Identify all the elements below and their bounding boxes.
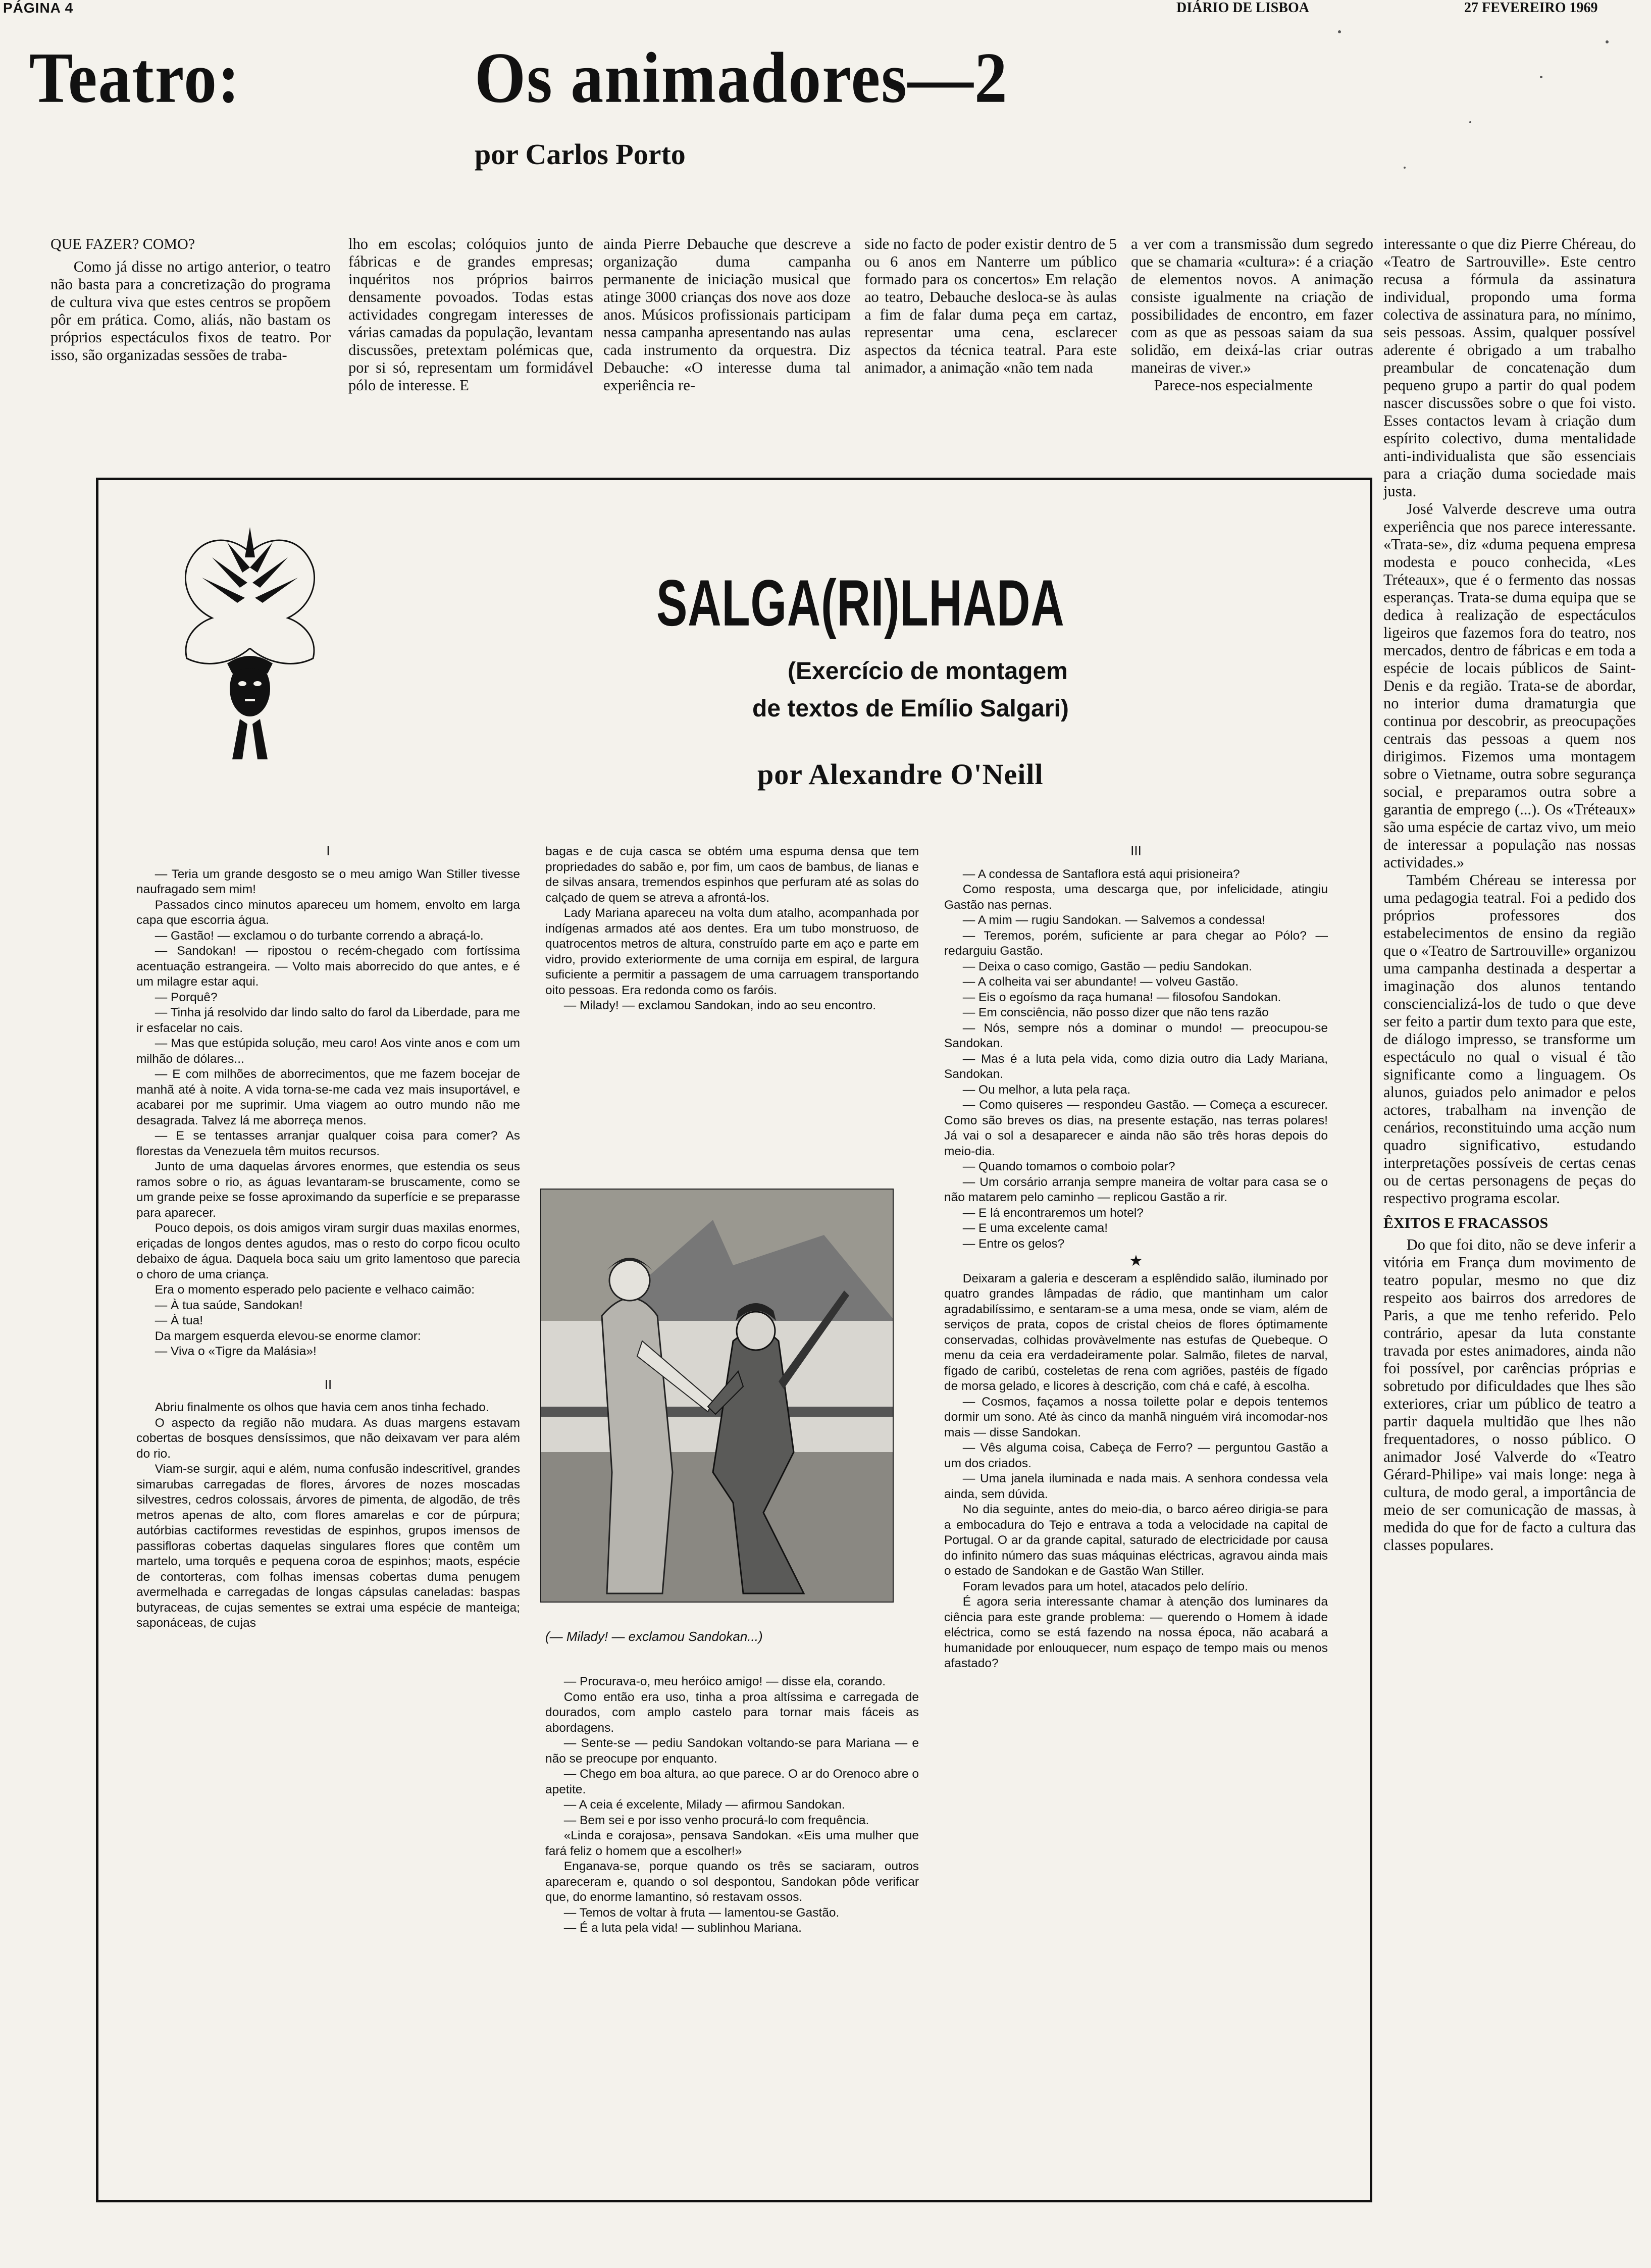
section-body: [136, 867, 520, 1360]
insert-paragraph: bagas e de cuja casca se obtém uma espuma densa que tem propriedades do sabão e, por fim, um caos de bambus, de lianas e de silvas ansara, tremendos espinhos que perfuram até as solas do calçado de quem se atreva a afrontá-los.: [545, 845, 919, 905]
section-body: [545, 844, 919, 1014]
insert-paragraph: — Sandokan! — ripostou o recém-chegado com fortíssima acentuação estrangeira. — Volto mais aborrecido do que antes, e é um milagre estar aqui.: [136, 944, 520, 989]
article-paragraph: lho em escolas; colóquios junto de fábricas e de grandes empresas; inquéritos nos próprios bairros densamente povoados. Todas estas actividades congregam interesses de várias camadas da população, levantam discussões, pretextam polémicas que, por si só, representam um formidável pólo de interesse. E: [348, 235, 593, 394]
insert-paragraph: — Uma janela iluminada e nada mais. A senhora condessa vela ainda, sem dúvida.: [944, 1472, 1328, 1501]
insert-subtitle-line-1: (Exercício de montagem: [788, 658, 1068, 685]
insert-paragraph: — À tua saúde, Sandokan!: [154, 1298, 303, 1312]
winged-figure-illustration: [151, 522, 348, 769]
article-column-4: [864, 235, 1117, 377]
insert-paragraph: — Tinha já resolvido dar lindo salto do farol da Liberdade, para me ir esfacelar no cais.: [136, 1006, 520, 1035]
insert-paragraph: — Nós, sempre nós a dominar o mundo! — preocupou-se Sandokan.: [944, 1021, 1328, 1050]
insert-paragraph: — E se tentasses arranjar qualquer coisa para comer? As florestas da Venezuela têm muitos recursos.: [136, 1129, 520, 1158]
print-speck: [1606, 40, 1609, 43]
insert-paragraph: — A colheita vai ser abundante! — volveu Gastão.: [962, 975, 1239, 989]
page-label: PÁGINA 4: [3, 0, 74, 16]
insert-paragraph: — Mas que estúpida solução, meu caro! Aos vinte anos e com um milhão de dólares...: [136, 1037, 520, 1066]
article-paragraph: Como já disse no artigo anterior, o teatro não basta para a concretização do programa de cultura viva que estes centros se propõem pôr em prática. Como, aliás, não bastam os próprios espectáculos fixos de teatro. Por isso, são organizadas sessões de traba-: [50, 258, 331, 364]
insert-paragraph: — E lá encontraremos um hotel?: [962, 1206, 1144, 1220]
insert-paragraph: — Ou melhor, a luta pela raça.: [962, 1083, 1131, 1097]
insert-paragraph: — Quando tomamos o comboio polar?: [962, 1160, 1175, 1173]
insert-paragraph: Enganava-se, porque quando os três se saciaram, outros apareceram e, quando o sol despontou, Sandokan pôde verificar que, do enorme lamantino, só restavam ossos.: [545, 1860, 919, 1904]
print-speck: [1338, 30, 1341, 33]
insert-paragraph: — A condessa de Santaflora está aqui prisioneira?: [962, 867, 1240, 881]
article-paragraph: Parece-nos especialmente: [1154, 377, 1313, 394]
section-body: [136, 1400, 520, 1631]
illustration-caption: (— Milady! — exclamou Sandokan...): [545, 1629, 763, 1644]
article-paragraph: interessante o que diz Pierre Chéreau, do «Teatro de Sartrouville». Este centro recusa a fórmula da assinatura individual, propondo uma forma colectiva de assinatura para, no mínimo, seis pessoas. Assim, qualquer possível aderente é obrigado a um trabalho preambular de concatenação dum pequeno grupo a partir do qual podem nascer discussões sobre o que foi visto. Esses contactos levam à criação dum espírito colectivo, duma mentalidade anti-individualista que são essenciais para a criação duma sociedade mais justa.: [1383, 235, 1636, 500]
insert-paragraph: Pouco depois, os dois amigos viram surgir duas maxilas enormes, eriçadas de longos dentes agudos, mas o resto do corpo ficou oculto debaixo de água. Daquela boca saiu um grito lamentoso que parecia o choro de uma criança.: [136, 1221, 520, 1281]
insert-paragraph: Deixaram a galeria e desceram a esplêndido salão, iluminado por quatro grandes lâmpadas de rádio, que mantinham um calor agradabilíssimo, e sentaram-se a uma mesa, onde se viam, além de serviços de prata, copos de cristal cheios de flores óptimamente conservadas, colhidas provàvelmente nas estufas de Quebeque. O menu da ceia era verdadeiramente polar. Salmão, filetes de narval, fígado de caribú, costeletas de rena com agriões, pastéis de fígado de morsa gelado, e licores à descrição, com chá e café, à escolha.: [944, 1271, 1328, 1393]
article-byline: por Carlos Porto: [475, 138, 686, 171]
insert-paragraph: — Em consciência, não posso dizer que não tens razão: [962, 1006, 1269, 1019]
article-column-5: [1131, 235, 1373, 394]
insert-paragraph: — Gastão! — exclamou o do turbante correndo a abraçá-lo.: [154, 929, 484, 943]
print-speck: [1404, 167, 1406, 169]
insert-subtitle-line-2: de textos de Emílio Salgari): [752, 695, 1069, 722]
issue-date: 27 FEVEREIRO 1969: [1464, 0, 1598, 16]
insert-paragraph: — Um corsário arranja sempre maneira de voltar para casa se o não matarem pelo caminho — replicou Gastão a rir.: [944, 1175, 1328, 1204]
article-title-right: Os animadores—2: [475, 38, 1008, 118]
insert-paragraph: «Linda e corajosa», pensava Sandokan. «Eis uma mulher que fará feliz o homem que a escolher!»: [545, 1829, 919, 1858]
article-paragraph: ainda Pierre Debauche que descreve a organização duma campanha permanente de iniciação musical que atinge 3000 crianças dos nove aos doze anos. Músicos profissionais participam nessa campanha apresentando nas aulas cada instrumento da orquestra. Diz Debauche: «O interesse duma tal experiência re-: [603, 235, 851, 394]
section-body: [944, 867, 1328, 1252]
insert-paragraph: — Milady! — exclamou Sandokan, indo ao seu encontro.: [563, 999, 876, 1012]
article-paragraph: side no facto de poder existir dentro de 5 ou 6 anos em Nanterre um público formado para os concertos» Em relação ao teatro, Debauche desloca-se às aulas a fim de falar duma peça em cartaz, representar uma cena, esclarecer aspectos da técnica teatral. Para este animador, a animação «não tem nada: [864, 235, 1117, 376]
insert-paragraph: — Bem sei e por isso venho procurá-lo com frequência.: [563, 1813, 869, 1827]
insert-paragraph: — Procurava-o, meu heróico amigo! — disse ela, corando.: [563, 1675, 886, 1688]
insert-paragraph: Era o momento esperado pelo paciente e velhaco caimão:: [154, 1283, 475, 1297]
insert-paragraph: No dia seguinte, antes do meio-dia, o barco aéreo dirigia-se para a embocadura do Tejo e entrava a toda a velocidade na capital de Portugal. O ar da grande capital, saturado de electricidade por causa do infinito número das suas máquinas eléctricas, agravou ainda mais o estado de Sandokan e de Gastão Wan Stiller.: [944, 1503, 1328, 1578]
insert-paragraph: — Porquê?: [154, 990, 218, 1004]
article-paragraph: Também Chéreau se interessa por uma pedagogia teatral. Foi a pedido dos próprios professores dos estabelecimentos de ensino da região que o «Teatro de Sartrouville» organizou uma campanha destinada a despertar a imaginação dos alunos tentando consciencializá-los de tudo o que deve ser feito a partir dum texto para que este, de diálogo impresso, se transforme um espectáculo no qual o visual é tão significante como a linguagem. Os alunos, guiados pelo animador e pelos actores, trabalham na invenção de cenários, reconstituindo uma acção num quadro significativo, estudando interpretações possíveis de certas cenas ou de certas personagens de peças do respectivo programa escolar.: [1383, 871, 1636, 1207]
insert-paragraph: — E com milhões de aborrecimentos, que me fazem bocejar de manhã até à noite. A vida torna-se-me cada vez mais insuportável, e acabarei por me suprimir. Uma viagem ao outro mundo não me desagrada. Talvez lá me aborreça menos.: [136, 1067, 520, 1127]
insert-byline: por Alexandre O'Neill: [757, 758, 1044, 791]
insert-paragraph: Junto de uma daquelas árvores enormes, que estendia os seus ramos sobre o rio, as águas levantaram-se bruscamente, como se um grande peixe se fosse aproximando da superfície e se preparasse para aparecer.: [136, 1160, 520, 1220]
article-subhead: QUE FAZER? COMO?: [50, 236, 195, 252]
print-speck: [1540, 76, 1542, 78]
insert-paragraph: — Vês alguma coisa, Cabeça de Ferro? — perguntou Gastão a um dos criados.: [944, 1441, 1328, 1470]
insert-paragraph: — Sente-se — pediu Sandokan voltando-se para Mariana — e não se preocupe por enquanto.: [545, 1736, 919, 1766]
article-subhead: ÊXITOS E FRACASSOS: [1383, 1215, 1549, 1231]
article-title-left: Teatro:: [29, 38, 241, 118]
article-column-1: [50, 235, 331, 364]
insert-column-2-bottom: [545, 1674, 919, 1936]
insert-paragraph: — Cosmos, façamos a nossa toilette polar e depois tentemos dormir um sono. Até às cinco da manhã ninguém virá incomodar-nos mais — disse Sandokan.: [944, 1395, 1328, 1439]
insert-column-3: [944, 838, 1328, 1672]
insert-paragraph: Foram levados para um hotel, atacados pelo delírio.: [962, 1579, 1248, 1593]
insert-paragraph: — Como quiseres — respondeu Gastão. — Começa a escurecer. Como são breves os dias, na presente estação, nas terras polares! Já vai o sol a desaparecer e ainda não são três horas depois do meio-dia.: [944, 1098, 1328, 1158]
insert-paragraph: Passados cinco minutos apareceu um homem, envolto em larga capa que escorria água.: [136, 898, 520, 927]
insert-paragraph: — Viva o «Tigre da Malásia»!: [154, 1345, 317, 1358]
article-column-3: [603, 235, 851, 394]
insert-column-1: [136, 838, 520, 1631]
insert-paragraph: — Chego em boa altura, ao que parece. O ar do Orenoco abre o apetite.: [545, 1767, 919, 1796]
insert-paragraph: — É a luta pela vida! — sublinhou Mariana.: [563, 1921, 802, 1935]
section-body: [545, 1674, 919, 1936]
section-body: [944, 1271, 1328, 1672]
insert-paragraph: Lady Mariana apareceu na volta dum atalho, acompanhada por indígenas armados até aos dentes. Era um tubo monstruoso, de quatrocentos metros de altura, construído parte em aço e parte em vidro, provido exteriormente de uma cornija em espiral, de largura suficiente a permitir a passagem de uma carruagem transportando oito pessoas. Era redonda como os faróis.: [545, 906, 919, 997]
section-star-divider: ★: [1129, 1253, 1143, 1269]
insert-paragraph: — Deixa o caso comigo, Gastão — pediu Sandokan.: [962, 959, 1253, 973]
insert-column-2-top: [545, 844, 919, 1014]
insert-paragraph: O aspecto da região não mudara. As duas margens estavam cobertas de bosques densíssimos, que não deixavam ver para além do rio.: [136, 1416, 520, 1461]
insert-paragraph: Da margem esquerda elevou-se enorme clamor:: [154, 1329, 421, 1343]
newspaper-name: DIÁRIO DE LISBOA: [1176, 0, 1309, 16]
insert-title: SALGA(RI)LHADA: [656, 566, 1065, 640]
insert-paragraph: É agora seria interessante chamar à atenção dos luminares da ciência para este grande problema: — querendo o Homem à idade eléctrica, como se está fazendo na nossa época, não acabará a humanidade por enlouquecer, num espaço de tempo mais ou menos afastado?: [944, 1595, 1328, 1670]
insert-paragraph: Abriu finalmente os olhos que havia cem anos tinha fechado.: [154, 1401, 489, 1414]
insert-paragraph: Como resposta, uma descarga que, por infelicidade, atingiu Gastão nas pernas.: [944, 883, 1328, 912]
article-column-2: [348, 235, 593, 394]
insert-paragraph: — A ceia é excelente, Milady — afirmou Sandokan.: [563, 1798, 845, 1812]
newspaper-header: [0, 0, 1651, 14]
insert-paragraph: — E uma excelente cama!: [962, 1221, 1108, 1235]
print-speck: [1469, 121, 1471, 123]
section-number: III: [1130, 843, 1142, 858]
insert-paragraph: — Teria um grande desgosto se o meu amigo Wan Stiller tivesse naufragado sem mim!: [136, 867, 520, 896]
insert-paragraph: Viam-se surgir, aqui e além, numa confusão indescritível, grandes simarubas carregadas de flores, árvores de nozes moscadas silvestres, cedros colossais, árvores de pimenta, de algodão, de três metros apenas de alto, com flores amarelas e cor de púrpura; autórbias cactiformes revestidas de espinhos, grupos imensos de passifloras cobertas daquelas singulares flores que contêm um martelo, uma torquês e pequena coroa de espinhos; maots, espécie de contorteras, com folhas imensas cobertas duma penugem avermelhada e carregadas de longas cápsulas caneladas: baspas butyraceas, de cujas sementes se extrai uma espécie de manteiga; saponáceas, de cujas: [136, 1462, 520, 1630]
insert-paragraph: — Temos de voltar à fruta — lamentou-se Gastão.: [563, 1905, 840, 1920]
insert-paragraph: — A mim — rugiu Sandokan. — Salvemos a condessa!: [962, 913, 1265, 927]
insert-paragraph: — Entre os gelos?: [962, 1236, 1065, 1251]
insert-paragraph: — À tua!: [154, 1314, 203, 1327]
article-column-right: [1383, 235, 1636, 1554]
article-paragraph: a ver com a transmissão dum segredo que se chamaria «cultura»: é a criação de elementos novos. A animação consiste igualmente na criação de possibilidades de encontro, em fazer com as que as pessoas saiam da sua solidão, em deixá-las criar outras maneiras de viver.»: [1131, 235, 1373, 376]
insert-paragraph: — Mas é a luta pela vida, como dizia outro dia Lady Mariana, Sandokan.: [944, 1052, 1328, 1081]
article-paragraph: Do que foi dito, não se deve inferir a vitória em França dum movimento de teatro popular, mesmo no que diz respeito aos bairros dos arredores de Paris, a que me tenho referido. Pelo contrário, apesar da luta constante travada por estes animadores, ainda não foi possível, por carências próprias e sobretudo por dificuldades que lhes são exteriores, criar um público de teatro a partir daquela multidão que lhes não frequentadores, o nosso público. O animador José Valverde do «Teatro Gérard-Philipe» vai mais longe: nega à cultura, de modo geral, a importância de meio de ser comunicação de massas, à medida do que for de facto a cultura das classes populares.: [1383, 1236, 1636, 1554]
insert-paragraph: — Teremos, porém, suficiente ar para chegar ao Pólo? — redarguiu Gastão.: [944, 929, 1328, 958]
section-number: II: [324, 1376, 332, 1392]
article-paragraph: José Valverde descreve uma outra experiência que nos parece interessante. «Trata-se», diz «duma pequena empresa modesta e pouco conhecida, «Les Tréteaux», que é o fermento das nossas esperanças. Trata-se duma equipa que se dedica à realização de espectáculos ligeiros que fazemos fora do teatro, nos mercados, dentro de fábricas e em toda a espécie de locais públicos de Saint-Denis e da região. Trata-se de abordar, no interior duma dramaturgia que continua por descobrir, as preocupações centrais das pessoas a quem nos dirigimos. Fizemos uma montagem sobre o Vietname, outra sobre segurança social, e preparamos outra sobre a garantia de emprego (...). Os «Tréteaux» são uma espécie de cartaz vivo, um meio de interessar a população nas nossas actividades.»: [1383, 500, 1636, 871]
insert-paragraph: Como então era uso, tinha a proa altíssima e carregada de dourados, com amplo castelo para tornar mais fáceis as abordagens.: [545, 1690, 919, 1735]
sandokan-milady-illustration: [540, 1189, 894, 1603]
section-number: I: [326, 843, 330, 858]
insert-paragraph: — Eis o egoísmo da raça humana! — filosofou Sandokan.: [962, 990, 1281, 1004]
